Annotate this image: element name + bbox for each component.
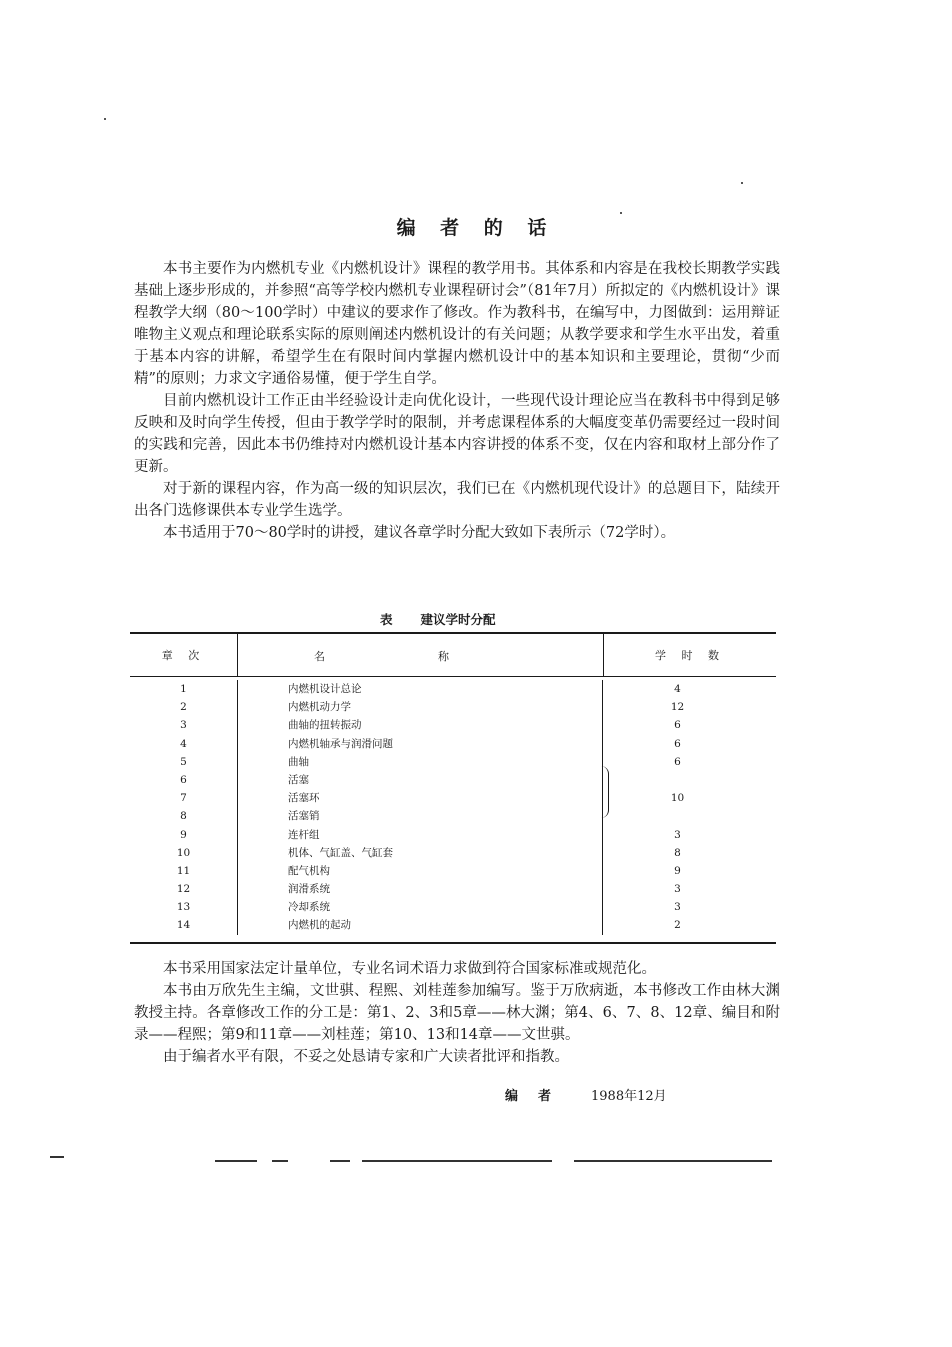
paragraph: 目前内燃机设计工作正由半经验设计走向优化设计，一些现代设计理论应当在教科书中得到足够反映和及时向学生传授，但由于教学学时的限制，并考虑课程体系的大幅度变革仍需要经过一段时间的实践和完善，因此本书仍维持对内燃机设计基本内容讲授的体系不变，仅在内容和取材上部分作了更新。 [134,393,780,475]
cell-name: 曲轴 [238,753,603,771]
cell-chapter: 11 [130,862,238,880]
preface-body-bottom [134,958,780,1068]
cell-name: 润滑系统 [238,880,603,898]
cell-hours: 12 [670,701,685,714]
header-name-part-a: 名 [314,650,331,663]
cell-chapter: 8 [130,807,238,825]
cell-hours: 2 [674,919,681,932]
cell-name: 活塞环 [238,789,603,807]
cell-name: 曲轴的扭转振动 [238,716,603,734]
cell-chapter: 12 [130,880,238,898]
paragraph: 本书采用国家法定计量单位，专业名词术语力求做到符合国家标准或规范化。 [163,961,656,977]
cell-chapter: 9 [130,826,238,844]
signoff-author: 编者 [505,1089,572,1104]
scan-artifact-rule [574,1160,772,1162]
cell-chapter: 7 [130,789,238,807]
table-row [130,880,776,898]
table-row [130,698,776,716]
table-row [130,898,776,916]
scan-speck [741,182,743,184]
page-title: 编 者 的 话 [396,217,556,239]
cell-name: 内燃机轴承与润滑问题 [238,735,603,753]
cell-chapter: 4 [130,735,238,753]
table-row [130,862,776,880]
table-row [130,916,776,934]
paragraph: 本书主要作为内燃机专业《内燃机设计》课程的教学用书。其体系和内容是在我校长期教学实践基础上逐步形成的，并参照“高等学校内燃机专业课程研讨会”（81年7月）所拟定的《内燃机设计》课程教学大纲（80～100学时）中建议的要求作了修改。作为教科书，在编写中，力图做到：运用辩证唯物主义观点和理论联系实际的原则阐述内燃机设计的有关问题；从教学要求和学生水平出发，着重于基本内容的讲解，希望学生在有限时间内掌握内燃机设计中的基本知识和主要理论，贯彻“少而精”的原则；力求文字通俗易懂，便于学生自学。 [134,261,780,387]
table-caption-label: 表 [380,612,393,627]
scan-artifact-rule [215,1160,257,1162]
table-row [130,716,776,734]
table-body [130,677,776,942]
header-name [238,634,604,676]
table-row [130,826,776,844]
hours-group-brace [598,766,609,818]
cell-hours: 10 [670,792,685,805]
cell-name: 内燃机设计总论 [238,680,603,698]
cell-name: 活塞销 [238,807,603,825]
table-row [130,844,776,862]
cell-hours: 6 [674,719,681,732]
cell-hours: 3 [674,828,681,841]
signoff [505,1085,667,1104]
cell-hours [603,771,776,789]
cell-name: 连杆组 [238,826,603,844]
cell-chapter: 5 [130,753,238,771]
cell-name: 内燃机的起动 [238,916,603,934]
table-row [130,735,776,753]
header-chapter: 章 次 [130,634,238,676]
table-row [130,807,776,825]
scan-artifact-rule [362,1160,552,1162]
table-row [130,680,776,698]
cell-chapter: 2 [130,698,238,716]
cell-hours: 6 [674,737,681,750]
cell-hours: 3 [674,883,681,896]
scan-artifact-rule [330,1160,350,1162]
scan-artifact-rule [272,1160,288,1162]
table-row [130,753,776,771]
table-caption-title: 建议学时分配 [420,612,496,627]
cell-hours [603,807,776,825]
cell-name: 活塞 [238,771,603,789]
preface-body-top [134,258,780,544]
cell-hours: 8 [674,846,681,859]
table-row [130,789,776,807]
scan-speck [620,212,622,214]
cell-hours: 4 [674,683,681,695]
paragraph: 本书由万欣先生主编，文世骐、程熙、刘桂莲参加编写。鉴于万欣病逝，本书修改工作由林大渊教授主持。各章修改工作的分工是：第1、2、3和5章——林大渊；第4、6、7、8、12章、编目和附录——程熙；第9和11章——刘桂莲；第10、13和14章——文世骐。 [134,983,780,1043]
cell-name: 内燃机动力学 [238,698,603,716]
paragraph: 由于编者水平有限，不妥之处恳请专家和广大读者批评和指教。 [163,1049,569,1065]
cell-chapter: 14 [130,916,238,934]
cell-hours: 6 [674,755,681,768]
cell-chapter: 13 [130,898,238,916]
paragraph: 本书适用于70～80学时的讲授，建议各章学时分配大致如下表所示（72学时）。 [163,525,676,541]
cell-chapter: 6 [130,771,238,789]
scan-speck [104,118,106,120]
cell-chapter: 10 [130,844,238,862]
cell-name: 机体、气缸盖、气缸套 [238,844,603,862]
table-row [130,771,776,789]
table-header-row [130,634,776,677]
cell-chapter: 1 [130,680,238,698]
cell-name: 配气机构 [238,862,603,880]
header-name-part-b: 称 [438,650,455,663]
paragraph: 对于新的课程内容，作为高一级的知识层次，我们已在《内燃机现代设计》的总题目下，陆续开出各门选修课供本专业学生选学。 [134,481,780,519]
header-hours: 学 时 数 [655,649,725,662]
cell-chapter: 3 [130,716,238,734]
cell-name: 冷却系统 [238,898,603,916]
signoff-date: 1988年12月 [591,1089,667,1104]
table-caption [380,610,496,628]
scan-artifact-rule [50,1156,64,1158]
hours-allocation-table [130,632,776,944]
cell-hours: 9 [674,864,681,877]
cell-hours: 3 [674,901,681,914]
